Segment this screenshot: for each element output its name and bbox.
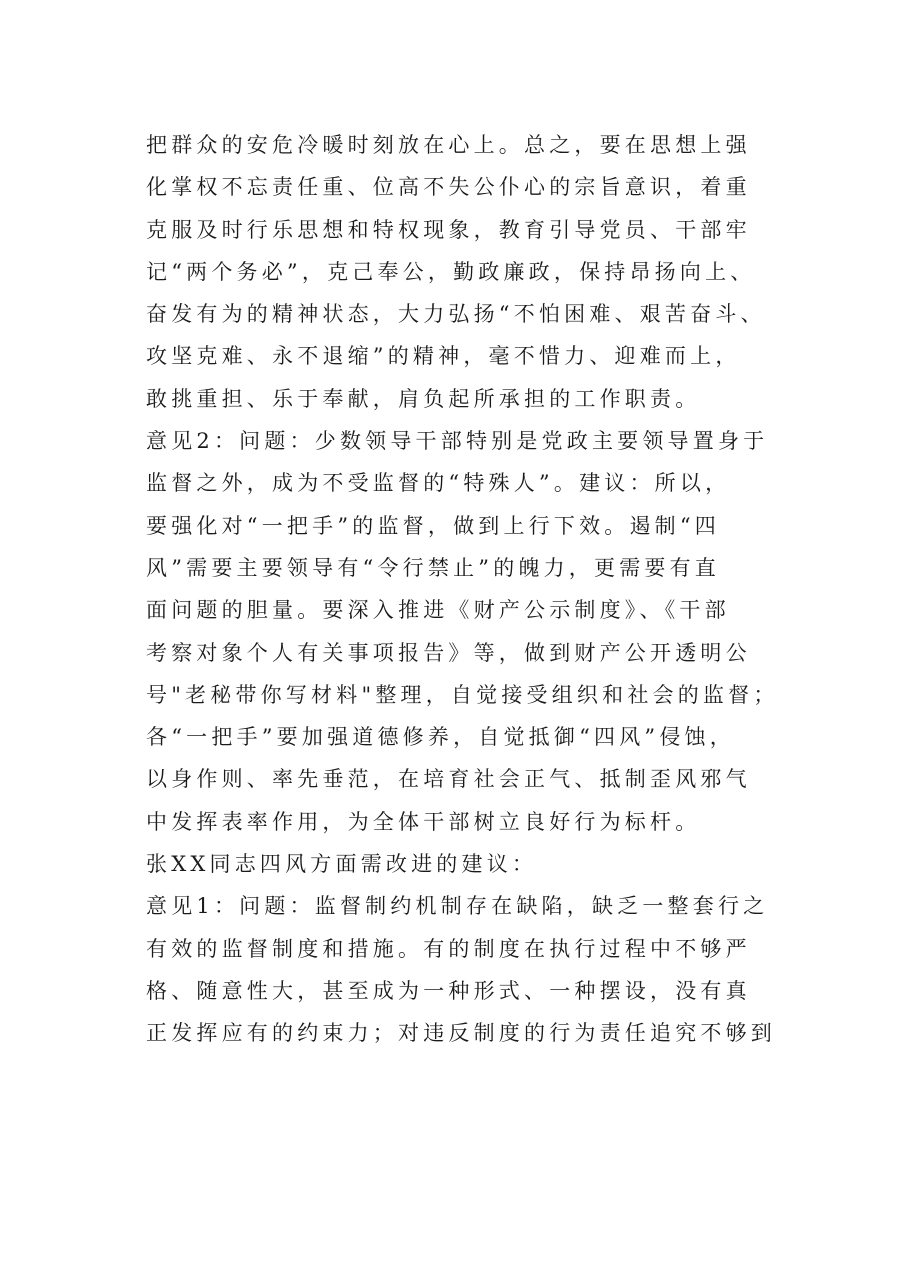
text-line: 化掌权不忘责任重、位高不失公仆心的宗旨意识，着重 — [146, 175, 751, 200]
text-line: 意见1：问题：监督制约机制存在缺陷，缺乏一整套行之 — [146, 894, 769, 919]
text-line: 各“一把手”要加强道德修养，自觉抵御“四风”侵蚀， — [146, 725, 735, 750]
text-line: 正发挥应有的约束力；对违反制度的行为责任追究不够到 — [146, 1021, 776, 1046]
text-line: 记“两个务必”，克己奉公，勤政廉政，保持昂扬向上、 — [146, 259, 756, 284]
text-line: 考察对象个人有关事项报告》等，做到财产公开透明公 — [146, 640, 751, 665]
text-line: 号"老秘带你写材料"整理，自觉接受组织和社会的监督； — [146, 682, 779, 707]
text-line: 张XX同志四风方面需改进的建议： — [146, 852, 538, 877]
text-line: 敢挑重担、乐于奉献，肩负起所承担的工作职责。 — [146, 386, 701, 411]
text-line: 风”需要主要领导有“令行禁止”的魄力，更需要有直 — [146, 555, 721, 580]
text-line: 把群众的安危冷暖时刻放在心上。总之，要在思想上强 — [146, 133, 751, 157]
text-line: 监督之外，成为不受监督的“特殊人”。建议：所以， — [146, 471, 731, 496]
text-line: 格、随意性大，甚至成为一种形式、一种摆设，没有真 — [146, 978, 751, 1003]
text-line: 攻坚克难、永不退缩”的精神，毫不惜力、迎难而上， — [146, 344, 741, 369]
text-line: 中发挥表率作用，为全体干部树立良好行为标杆。 — [146, 809, 701, 834]
body-text — [146, 124, 786, 1055]
text-line: 要强化对“一把手”的监督，做到上行下效。遏制“四 — [146, 513, 721, 538]
text-line: 奋发有为的精神状态，大力弘扬“不怕困难、艰苦奋斗、 — [146, 302, 766, 327]
text-line: 克服及时行乐思想和特权现象，教育引导党员、干部牢 — [146, 217, 751, 242]
text-line: 以身作则、率先垂范，在培育社会正气、抵制歪风邪气 — [146, 767, 751, 792]
text-line: 面问题的胆量。要深入推进《财产公示制度》、《干部 — [146, 598, 730, 623]
text-line: 意见2：问题：少数领导干部特别是党政主要领导置身于 — [146, 429, 769, 454]
text-line: 有效的监督制度和措施。有的制度在执行过程中不够严 — [146, 936, 751, 961]
